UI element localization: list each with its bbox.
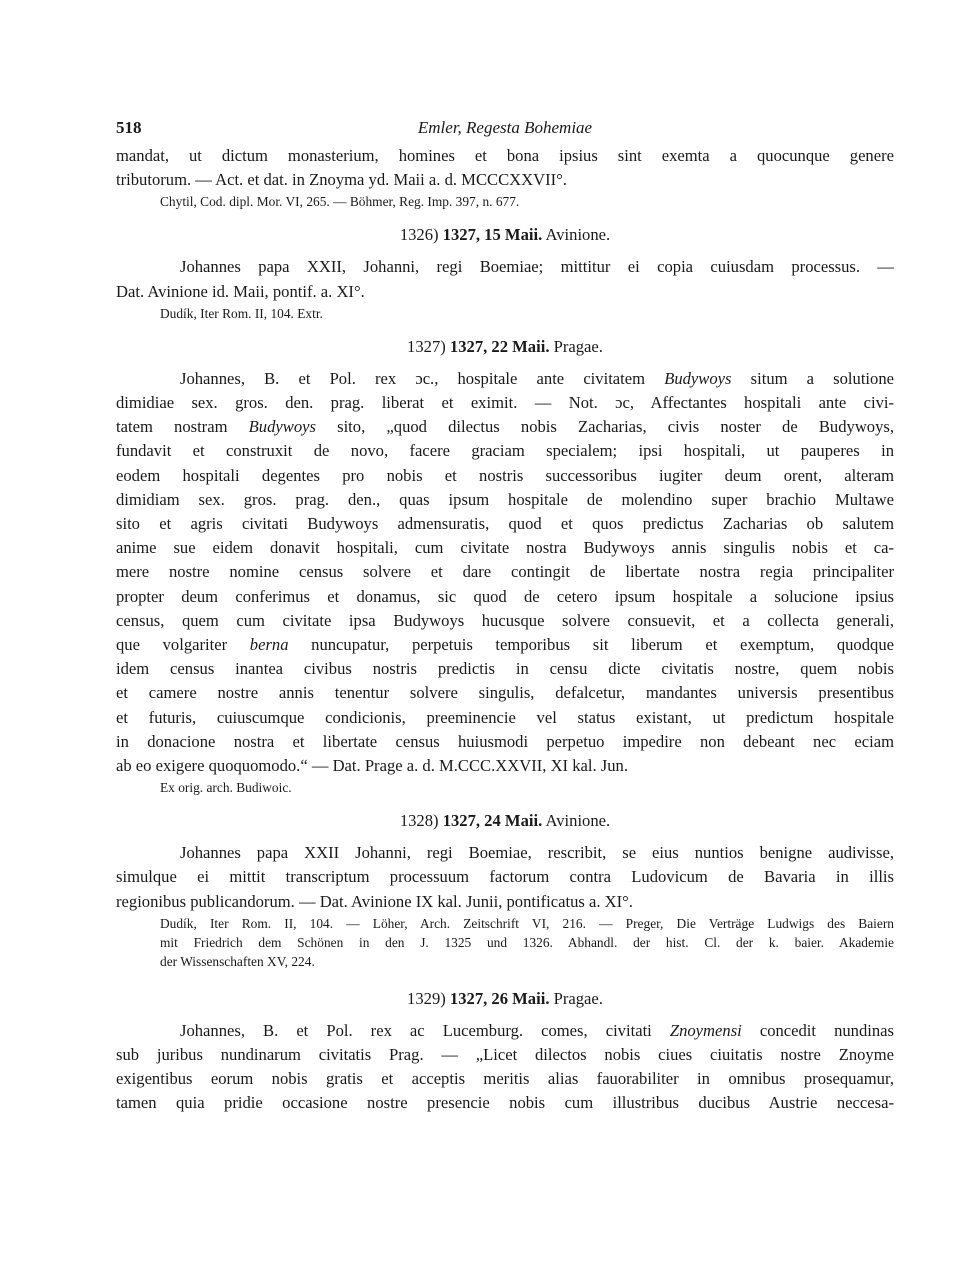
entry-number: 1326)	[399, 225, 439, 245]
text-line: Johannes papa XXII, Johanni, regi Boemiae; mittitur ei copia cuiusdam processus. —	[180, 257, 894, 277]
entry-place: Pragae.	[553, 336, 603, 356]
text-line	[116, 1019, 894, 1043]
entry-text	[116, 367, 894, 778]
source-citation: Dudík, Iter Rom. II, 104. Extr.	[160, 305, 323, 321]
text-line: tributorum. — Act. et dat. in Znoyma yd. Maii a. d. MCCCXXVII°.	[116, 170, 567, 190]
entry-place: Avinione.	[545, 225, 611, 245]
entry-place: Avinione.	[545, 811, 611, 831]
entry-number: 1328)	[399, 811, 439, 831]
entry-text	[116, 841, 894, 914]
text-line	[116, 415, 894, 439]
text-line: dimidiam sex. gros. prag. den., quas ipsum hospitale de molendino super brachio Multawe	[116, 489, 894, 509]
text-segment: Johannes, B. et Pol. rex ɔc., hospitale ante civitatem	[180, 368, 665, 388]
text-line: fundavit et construxit de novo, facere graciam specialem; ipsi hospitali, ut pauperes in	[116, 441, 894, 461]
source-citation: Chytil, Cod. dipl. Mor. VI, 265. — Böhmer, Reg. Imp. 397, n. 677.	[160, 194, 520, 210]
text-line: exigentibus eorum nobis gratis et acceptis meritis alias fauorabiliter in omnibus prosequamur,	[116, 1069, 894, 1089]
term-italic: berna	[249, 635, 289, 655]
place-name-italic: Budywoys	[664, 368, 732, 388]
place-name-italic: Budywoys	[248, 417, 316, 437]
text-line: eodem hospitali degentes pro nobis et nostris successoribus iugiter deum orent, alteram	[116, 465, 894, 485]
regest-entry-1329	[116, 987, 894, 1116]
text-segment: concedit nundinas	[741, 1020, 895, 1040]
regest-entry-1327	[116, 335, 894, 797]
text-line: tamen quia pridie occasione nostre presencie nobis cum illustribus ducibus Austrie neccesa-	[116, 1093, 894, 1113]
citation-line: der Wissenschaften XV, 224.	[160, 953, 315, 969]
page-number: 518	[116, 118, 142, 137]
text-line: regionibus publicandorum. — Dat. Avinione IX kal. Junii, pontificatus a. XI°.	[116, 891, 633, 911]
entry-date: 1327, 15 Maii.	[442, 225, 543, 245]
entry-heading	[116, 223, 894, 247]
entry-text	[116, 1019, 894, 1116]
entry-date: 1327, 22 Maii.	[449, 336, 550, 356]
text-segment: nuncupatur, perpetuis temporibus sit liberum et exemptum, quodque	[288, 635, 894, 655]
entry-place: Pragae.	[553, 988, 603, 1008]
text-line: census, quem cum civitate ipsa Budywoys hucusque solvere consuevit, et a collecta generali,	[116, 610, 894, 630]
text-line: in donacione nostra et libertate census huiusmodi perpetuo impedire non debeant nec eciam	[116, 731, 894, 751]
entry-date: 1327, 24 Maii.	[442, 811, 543, 831]
entry-heading	[116, 987, 894, 1011]
text-line: mere nostre nomine census solvere et dare contingit de libertate nostra regia principaliter	[116, 562, 894, 582]
text-line: simulque ei mittit transcriptum processuum factorum contra Ludovicum de Bavaria in illis	[116, 867, 894, 887]
text-line: propter deum conferimus et donamus, sic quod de cetero ipsum hospitale a solucione ipsius	[116, 586, 894, 606]
entry-heading	[116, 335, 894, 359]
text-line	[116, 633, 894, 657]
entry-text	[116, 255, 894, 303]
text-line: sito et agris civitati Budywoys admensuratis, quod et quos predictus Zacharias ob salutem	[116, 514, 894, 534]
text-segment: Johannes, B. et Pol. rex ac Lucemburg. comes, civitati	[180, 1020, 670, 1040]
text-segment: tatem nostram	[116, 417, 249, 437]
text-line: et camere nostre annis tenentur solvere singulis, defalcetur, mandantes universis presentibus	[116, 683, 894, 703]
place-name-italic: Znoymensi	[669, 1020, 742, 1040]
citation-line: mit Friedrich dem Schönen in den J. 1325 und 1326. Abhandl. der hist. Cl. der k. baier. Akademie	[160, 934, 894, 950]
entry-date: 1327, 26 Maii.	[449, 988, 550, 1008]
regest-entry-1326	[116, 223, 894, 322]
document-page	[116, 110, 894, 1116]
source-citation	[160, 914, 894, 971]
text-line: Dat. Avinione id. Maii, pontif. a. XI°.	[116, 281, 365, 301]
entry-heading	[116, 809, 894, 833]
text-line: sub juribus nundinarum civitatis Prag. — „Licet dilectos nobis ciues ciuitatis nostre Znoyme	[116, 1045, 894, 1065]
intro-block	[116, 144, 894, 211]
text-line	[116, 367, 894, 391]
text-segment: sito, „quod dilectus nobis Zacharias, civis noster de Budywoys,	[315, 417, 894, 437]
text-line: et futuris, cuiuscumque condicionis, preeminencie vel status existant, ut predictum hospitale	[116, 707, 894, 727]
text-line: mandat, ut dictum monasterium, homines et bona ipsius sint exemta a quocunque genere	[116, 146, 894, 165]
intro-text	[116, 144, 894, 192]
text-line: Johannes papa XXII Johanni, regi Boemiae, rescribit, se eius nuntios benigne audivisse,	[180, 843, 894, 863]
text-segment: situm a solutione	[731, 368, 894, 388]
text-line: dimidiae sex. gros. den. prag. liberat et eximit. — Not. ɔc, Affectantes hospitali ante civi-	[116, 393, 894, 413]
source-citation: Ex orig. arch. Budiwoic.	[160, 780, 292, 796]
page-header	[116, 110, 894, 144]
regest-entry-1328	[116, 809, 894, 971]
citation-line: Dudík, Iter Rom. II, 104. — Löher, Arch. Zeitschrift VI, 216. — Preger, Die Verträge Ludwigs des Baiern	[160, 915, 894, 931]
text-segment: que volgariter	[116, 635, 250, 655]
entry-number: 1327)	[407, 336, 446, 356]
text-line: anime sue eidem donavit hospitali, cum civitate nostra Budywoys annis singulis nobis et ca-	[116, 538, 894, 558]
text-line: ab eo exigere quoquomodo.“ — Dat. Prage a. d. M.CCC.XXVII, XI kal. Jun.	[116, 756, 628, 776]
text-line: idem census inantea civibus nostris predictis in censu dicte civitatis nostre, quem nobis	[116, 659, 894, 679]
running-title: Emler, Regesta Bohemiae	[417, 118, 593, 137]
entry-number: 1329)	[407, 988, 446, 1008]
